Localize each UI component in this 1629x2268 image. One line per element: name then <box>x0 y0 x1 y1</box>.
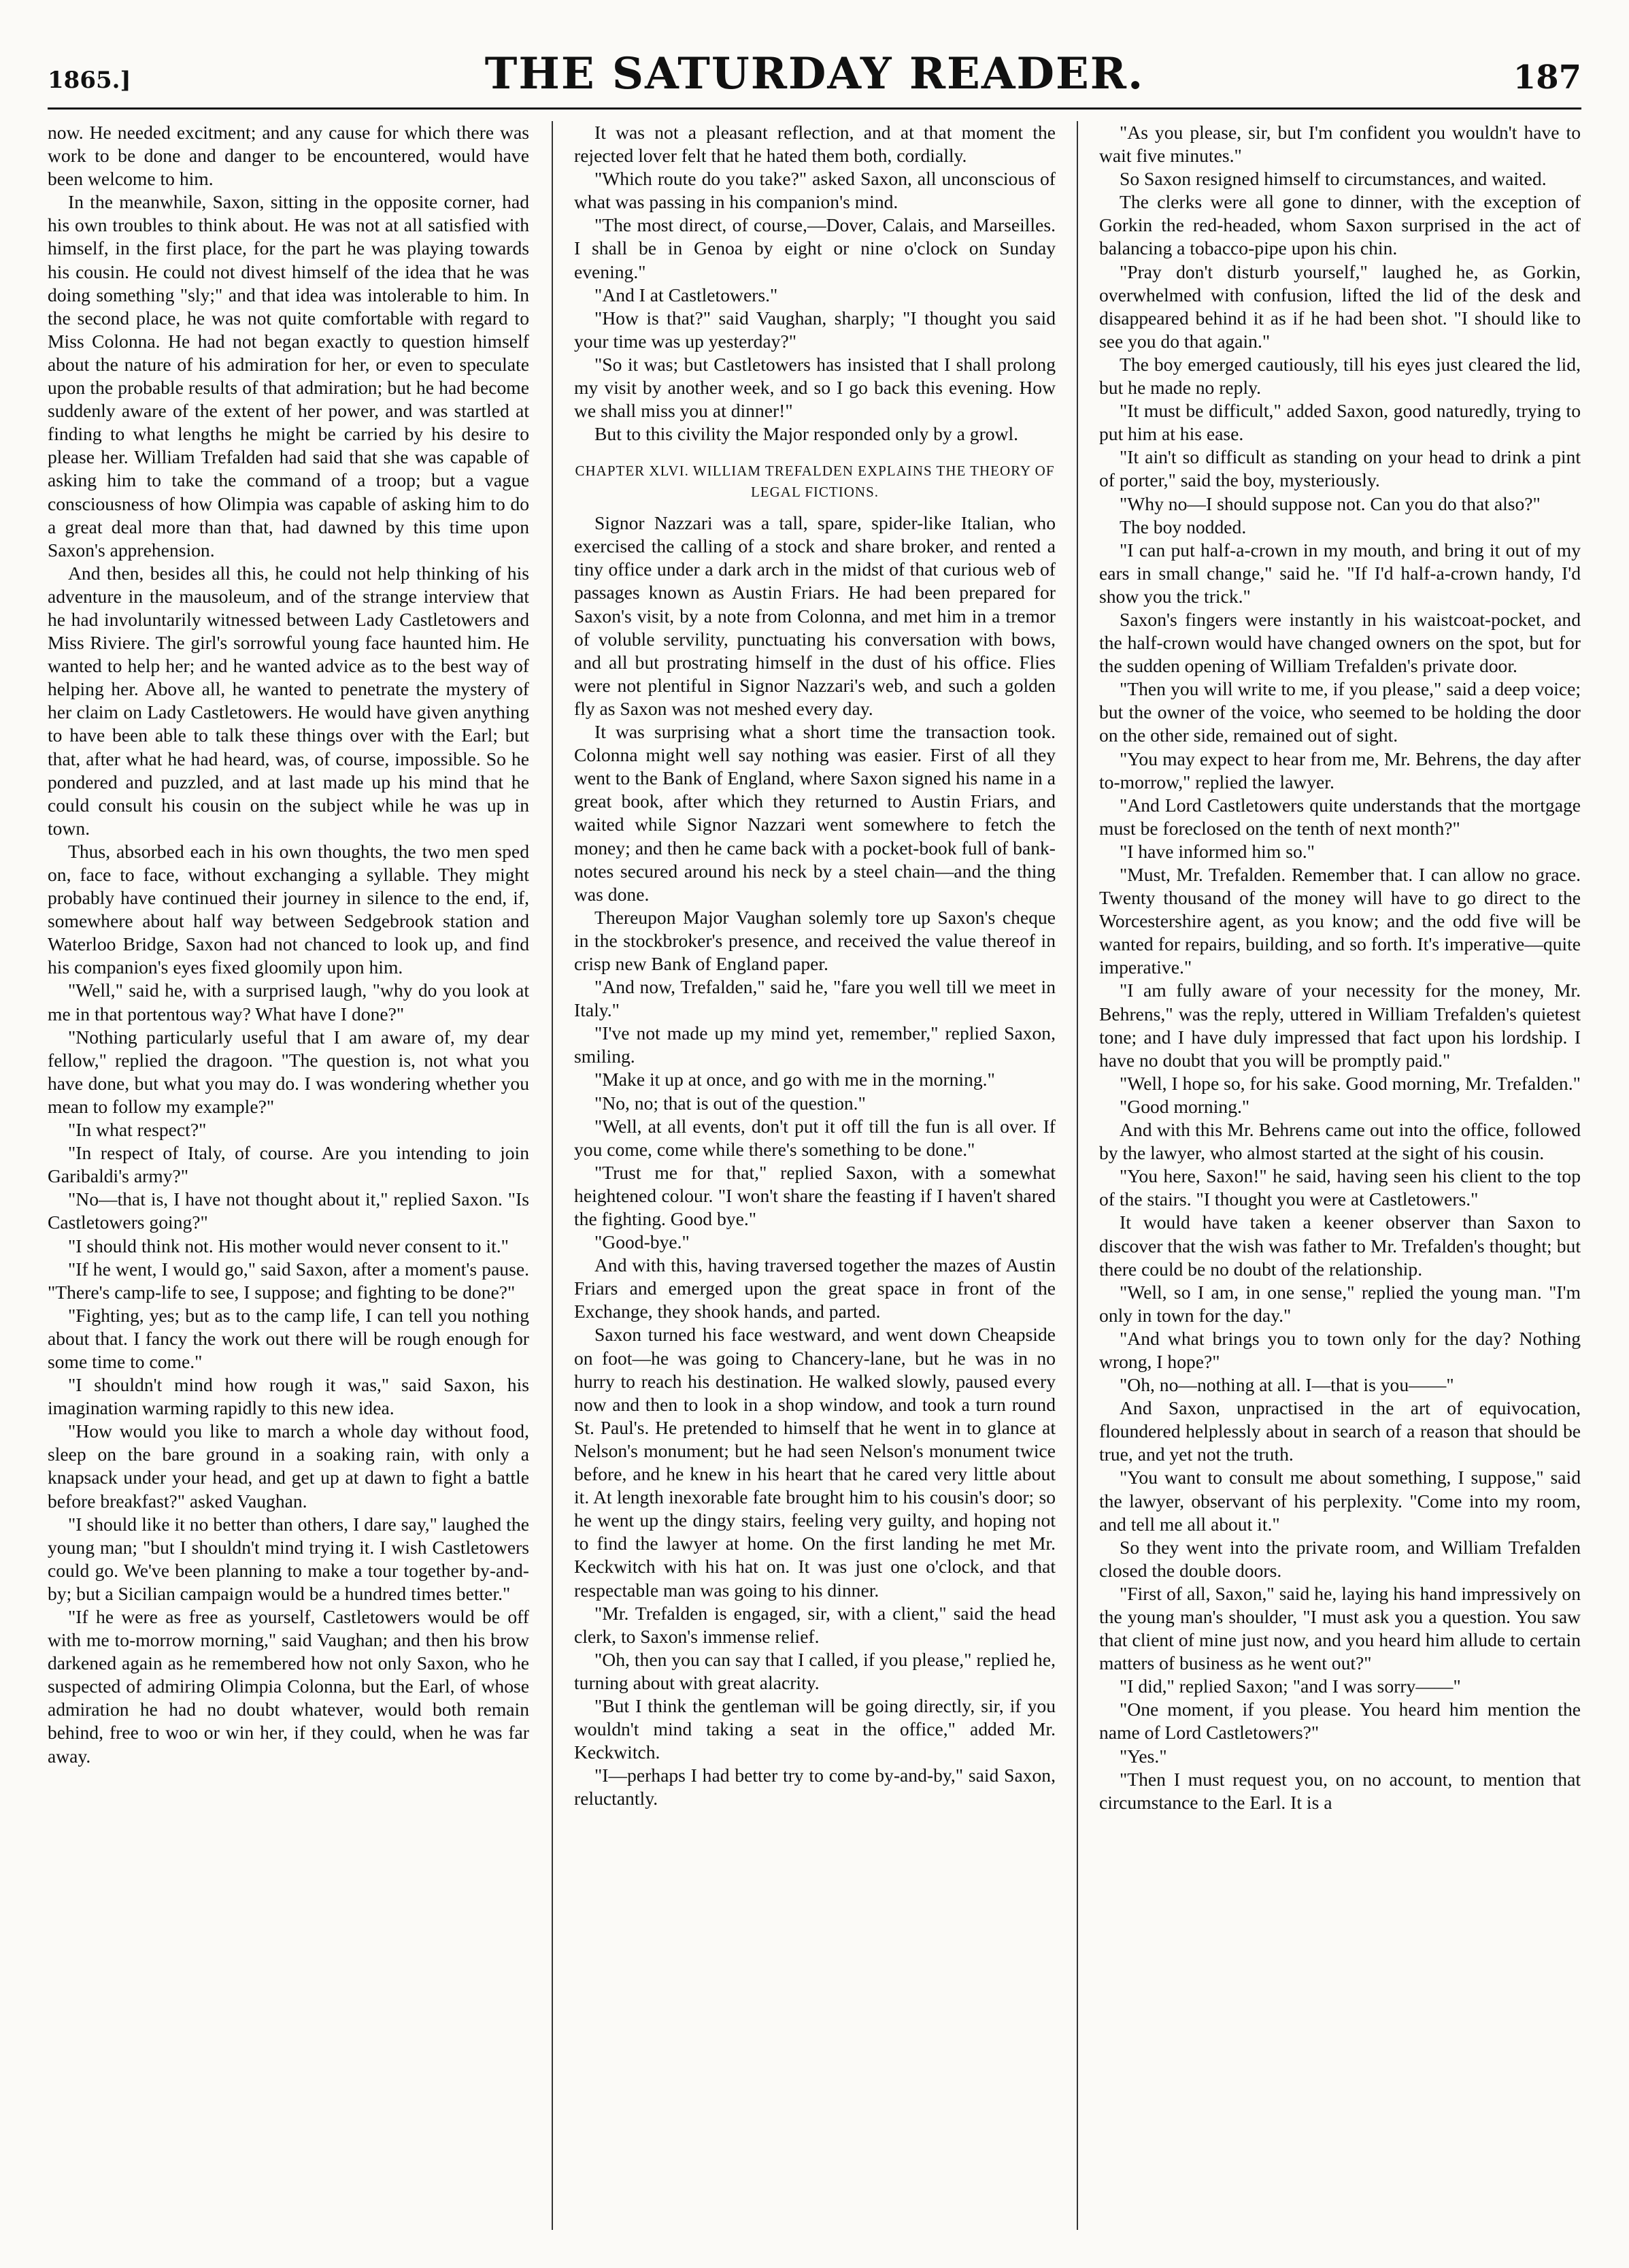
masthead-title: THE SATURDAY READER. <box>484 48 1145 99</box>
paragraph: "It must be difficult," added Saxon, good naturedly, trying to put him at his ease. <box>1099 400 1581 445</box>
paragraph: "And Lord Castletowers quite understands that the mortgage must be foreclosed on the tenth of next month?" <box>1099 794 1581 839</box>
paragraph: "I—perhaps I had better try to come by-and-by," said Saxon, reluctantly. <box>574 1765 1056 1810</box>
paragraph: "Well," said he, with a surprised laugh, "why do you look at me in that portentous way? What have I done?" <box>48 980 529 1024</box>
paragraph: "I shouldn't mind how rough it was," said Saxon, his imagination warming rapidly to this new idea. <box>48 1374 529 1419</box>
paragraph: "Good morning." <box>1120 1095 1250 1117</box>
paragraph: "I did," replied Saxon; "and I was sorry——" <box>1120 1675 1461 1697</box>
paragraph: "Well, at all events, don't put it off till the fun is all over. If you come, come while there's something to be done." <box>574 1115 1056 1160</box>
paragraph: "Then you will write to me, if you please," said a deep voice; but the owner of the voice, who seemed to be holding the door on the other side, remained out of sight. <box>1099 678 1581 746</box>
column-divider-2 <box>1077 121 1078 2230</box>
paragraph: "I am fully aware of your necessity for the money, Mr. Behrens," was the reply, uttered in William Trefalden's quietest tone; and I have duly impressed that fact upon his lordship. I have no doubt that you will be promptly paid." <box>1099 980 1581 1071</box>
chapter-heading: CHAPTER XLVI. WILLIAM TREFALDEN EXPLAINS THE THEORY OF LEGAL FICTIONS. <box>575 463 1055 500</box>
paragraph: "Good-bye." <box>594 1231 690 1253</box>
paragraph: "It ain't so difficult as standing on your head to drink a pint of porter," said the boy, mysteriously. <box>1099 446 1581 491</box>
paragraph: "Oh, no—nothing at all. I—that is you——" <box>1120 1374 1454 1396</box>
paragraph: "Why no—I should suppose not. Can you do that also?" <box>1120 493 1541 514</box>
paragraph: The boy nodded. <box>1120 516 1247 537</box>
paragraph: And Saxon, unpractised in the art of equivocation, floundered helplessly about in search of a reason that should be true, and yet not the truth. <box>1099 1397 1581 1465</box>
paragraph: "Oh, then you can say that I called, if you please," replied he, turning about with great alacrity. <box>574 1648 1056 1693</box>
paragraph: "Trust me for that," replied Saxon, with a somewhat heightened colour. "I won't share the feasting if I haven't shared the fighting. Good bye." <box>574 1161 1056 1229</box>
page-number: 187 <box>1513 59 1581 97</box>
paragraph: And with this, having traversed together the mazes of Austin Friars and emerged upon the great space in front of the Exchange, they shook hands, and parted. <box>574 1254 1056 1322</box>
paragraph: "One moment, if you please. You heard him mention the name of Lord Castletowers?" <box>1099 1699 1581 1744</box>
paragraph: The clerks were all gone to dinner, with the exception of Gorkin the red-headed, whom Saxon surprised in the act of balancing a tobacco-pipe upon his chin. <box>1099 191 1581 259</box>
paragraph: Thus, absorbed each in his own thoughts, the two men sped on, face to face, without exchanging a syllable. They might probably have continued their journey in silence to the end, if, somewhere about half way between Sedgebrook station and Waterloo Bridge, Saxon had not chanced to look up, and find his companion's eyes fixed gloomily upon him. <box>48 840 529 978</box>
paragraph: Signor Nazzari was a tall, spare, spider-like Italian, who exercised the calling of a stock and share broker, and rented a tiny office under a dark arch in the midst of that curious web of passages known as Austin Friars. He had been prepared for Saxon's visit, by a note from Colonna, and met him in a tremor of voluble servility, punctuating his conversation with bows, and all but prostrating himself in the dust of his office. Flies were not plentiful in Signor Nazzari's web, and such a golden fly as Saxon was not meshed every day. <box>574 512 1056 719</box>
paragraph: "Then I must request you, on no account, to mention that circumstance to the Earl. It is a <box>1099 1768 1581 1813</box>
paragraph: "I should like it no better than others, I dare say," laughed the young man; "but I shouldn't mind trying it. I wish Castletowers could go. We've been planning to make a tour together by-and-by; but a Sicilian campaign would be a hundred times better." <box>48 1513 529 1604</box>
paragraph: "Well, I hope so, for his sake. Good morning, Mr. Trefalden." <box>1120 1072 1581 1094</box>
paragraph: "You may expect to hear from me, Mr. Behrens, the day after to-morrow," replied the lawyer. <box>1099 748 1581 793</box>
paragraph: It was not a pleasant reflection, and at that moment the rejected lover felt that he hated them both, cordially. <box>574 122 1056 167</box>
paragraph: "No, no; that is out of the question." <box>594 1092 866 1114</box>
paragraph: "So it was; but Castletowers has insisted that I shall prolong my visit by another week, and so I go back this evening. How we shall miss you at dinner!" <box>574 353 1056 422</box>
paragraph: "You want to consult me about something, I suppose," said the lawyer, observant of his perplexity. "Come into my room, and tell me all about it." <box>1099 1467 1581 1535</box>
paragraph: "In respect of Italy, of course. Are you intending to join Garibaldi's army?" <box>48 1142 529 1187</box>
paragraph: "But I think the gentleman will be going directly, sir, if you wouldn't mind taking a seat in the office," added Mr. Keckwitch. <box>574 1695 1056 1763</box>
paragraph: "If he were as free as yourself, Castletowers would be off with me to-morrow morning," said Vaughan; and then his brow darkened again as he remembered how not only Saxon, who he suspected of admiring Olimpia Colonna, but the Earl, of whose admiration he had no doubt whatever, would both remain behind, free to woo or win her, if they could, when he was far away. <box>48 1606 529 1767</box>
paragraph: Saxon's fingers were instantly in his waistcoat-pocket, and the half-crown would have changed owners on the spot, but for the sudden opening of William Trefalden's private door. <box>1099 608 1581 677</box>
paragraph: "How is that?" said Vaughan, sharply; "I thought you said your time was up yesterday?" <box>574 307 1056 352</box>
paragraph: "How would you like to march a whole day without food, sleep on the bare ground in a soaking rain, with only a knapsack under your head, and get up at dawn to fight a battle before breakfast?" asked Vaughan. <box>48 1420 529 1512</box>
header-date: 1865.] <box>48 67 131 94</box>
paragraph: "I have informed him so." <box>1120 840 1315 862</box>
paragraph: Thereupon Major Vaughan solemly tore up Saxon's cheque in the stockbroker's presence, and received the value thereof in crisp new Bank of England paper. <box>574 906 1056 974</box>
paragraph: It would have taken a keener observer than Saxon to discover that the wish was father to Mr. Trefalden's thought; but there could be no doubt of the relationship. <box>1099 1212 1581 1280</box>
paragraph: "Mr. Trefalden is engaged, sir, with a client," said the head clerk, to Saxon's immense relief. <box>574 1602 1056 1647</box>
paragraph: "You here, Saxon!" he said, having seen his client to the top of the stairs. "I thought you were at Castletowers." <box>1099 1165 1581 1210</box>
paragraph: "And now, Trefalden," said he, "fare you well till we meet in Italy." <box>574 976 1056 1021</box>
paragraph: So Saxon resigned himself to circumstances, and waited. <box>1120 168 1547 190</box>
paragraph: In the meanwhile, Saxon, sitting in the opposite corner, had his own troubles to think about. He was not at all satisfied with himself, in the first place, for the part he was playing towards his cousin. He could not divest himself of the idea that he was doing something "sly;" and that idea was intolerable to him. In the second place, he was not quite comfortable with regard to Miss Colonna. He had not began exactly to question himself about the nature of his admiration for her, or even to speculate upon the probable results of that admiration; but he had become suddenly aware of the extent of her power, and was startled at finding to what lengths he might be carried by his desire to please her. William Trefalden had said that she was capable of asking him to take the command of a troop; but a vague consciousness of how Olimpia was capable of asking him to do a great deal more than that, had dawned by this time upon Saxon's apprehension. <box>48 191 529 561</box>
paragraph: "As you please, sir, but I'm confident you wouldn't have to wait five minutes." <box>1099 122 1581 167</box>
column-2 <box>574 121 1056 2230</box>
paragraph: "Well, so I am, in one sense," replied the young man. "I'm only in town for the day." <box>1099 1281 1581 1326</box>
paragraph: "I've not made up my mind yet, remember," replied Saxon, smiling. <box>574 1022 1056 1067</box>
column-3 <box>1099 121 1581 2230</box>
paragraph: And with this Mr. Behrens came out into the office, followed by the lawyer, who almost started at the sight of his cousin. <box>1099 1119 1581 1164</box>
paragraph: now. He needed excitment; and any cause for which there was work to be done and danger to be encountered, would have been welcome to him. <box>48 122 529 190</box>
paragraph: "And what brings you to town only for the day? Nothing wrong, I hope?" <box>1099 1327 1581 1372</box>
paragraph: "First of all, Saxon," said he, laying his hand impressively on the young man's shoulder, "I must ask you a question. You saw that client of mine just now, and you heard him allude to certain matters of business as he went out?" <box>1099 1582 1581 1674</box>
paragraph: "Make it up at once, and go with me in the morning." <box>594 1069 995 1090</box>
paragraph: "In what respect?" <box>68 1119 207 1141</box>
paragraph: "And I at Castletowers." <box>594 284 778 305</box>
paragraph: The boy emerged cautiously, till his eyes just cleared the lid, but he made no reply. <box>1099 353 1581 399</box>
paragraph: "I should think not. His mother would never consent to it." <box>68 1235 509 1256</box>
header-rule <box>48 107 1581 110</box>
paragraph: "Nothing particularly useful that I am aware of, my dear fellow," replied the dragoon. "The question is, not what you have done, but what you may do. I was wondering whether you mean to follow my example?" <box>48 1026 529 1117</box>
paragraph: And then, besides all this, he could not help thinking of his adventure in the mausoleum, and of the strange interview that he had involuntarily witnessed between Lady Castletowers and Miss Riviere. The girl's sorrowful young face haunted him. He wanted to help her; and he wanted advice as to the best way of helping her. Above all, he wanted to penetrate the mystery of her claim on Lady Castletowers. He would have given anything to have been able to talk these things over with the Earl; but that, after what he had heard, was, of course, impossible. So he pondered and puzzled, and at last made up his mind that he could consult his cousin on the subject while he was up in town. <box>48 562 529 839</box>
paragraph: "The most direct, of course,—Dover, Calais, and Marseilles. I shall be in Genoa by eight or nine o'clock on Sunday evening." <box>574 214 1056 282</box>
paragraph: Saxon turned his face westward, and went down Cheapside on foot—he was going to Chancery-lane, but he was in no hurry to reach his destination. He walked slowly, paused every now and then to look in a shop window, and took a turn round St. Paul's. He pretended to himself that he went in to glance at Nelson's monument; but he had seen Nelson's monument twice before, and he knew in his heart that he cared very little about it. At length inexorable fate brought him to his cousin's door; so he went up the dingy stairs, feeling very guilty, and hoping not to find the lawyer at home. On the first landing he met Mr. Keckwitch with his hat on. It was just one o'clock, and that respectable man was going to his dinner. <box>574 1324 1056 1601</box>
paragraph: "No—that is, I have not thought about it," replied Saxon. "Is Castletowers going?" <box>48 1188 529 1233</box>
paragraph: "Fighting, yes; but as to the camp life, I can tell you nothing about that. I fancy the work out there will be rough enough for some time to come." <box>48 1304 529 1372</box>
paragraph: But to this civility the Major responded only by a growl. <box>594 423 1019 445</box>
column-divider-1 <box>552 121 553 2230</box>
paragraph: "Pray don't disturb yourself," laughed he, as Gorkin, overwhelmed with confusion, lifted the lid of the desk and disappeared behind it as if he had been shot. "I should like to see you do that again." <box>1099 261 1581 352</box>
paragraph: So they went into the private room, and William Trefalden closed the double doors. <box>1099 1536 1581 1581</box>
column-1 <box>48 121 529 2230</box>
paragraph: "Yes." <box>1120 1745 1167 1767</box>
paragraph: "If he went, I would go," said Saxon, after a moment's pause. "There's camp-life to see, I suppose; and fighting to be done?" <box>48 1258 529 1303</box>
paragraph: It was surprising what a short time the transaction took. Colonna might well say nothing was easier. First of all they went to the Bank of England, where Saxon signed his name in a great book, after which they returned to Austin Friars, and waited while Signor Nazzari went somewhere to fetch the money; and then he came back with a pocket-book full of bank-notes secured around his neck by a steel chain—and the thing was done. <box>574 721 1056 905</box>
paragraph: "Must, Mr. Trefalden. Remember that. I can allow no grace. Twenty thousand of the money will have to go direct to the Worcestershire agent, as you know; and the odd five will be wanted for repairs, building, and so forth. It's imperative—quite imperative." <box>1099 864 1581 978</box>
paragraph: "Which route do you take?" asked Saxon, all unconscious of what was passing in his companion's mind. <box>574 168 1056 213</box>
paragraph: "I can put half-a-crown in my mouth, and bring it out of my ears in small change," said he. "If I'd half-a-crown handy, I'd show you the trick." <box>1099 539 1581 607</box>
page-header <box>48 35 1581 103</box>
